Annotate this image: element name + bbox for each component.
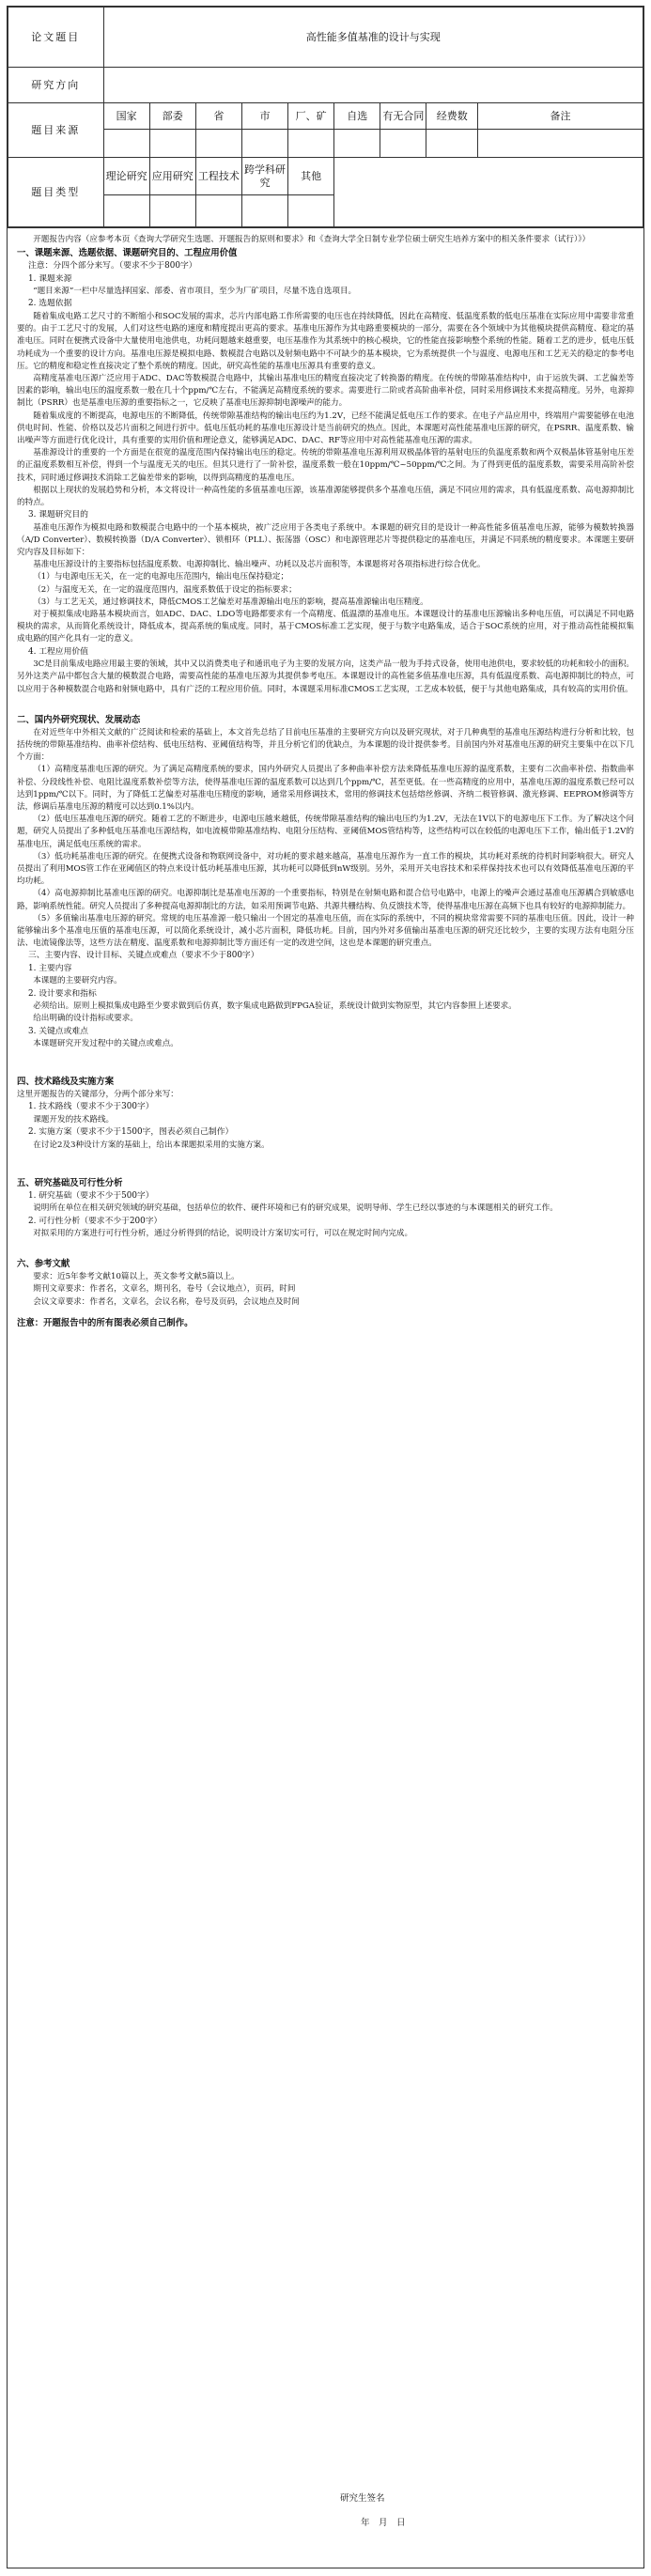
paragraph: （2）低电压基准电压源的研究。随着工艺的不断进步，电源电压越来越低，传统带隙基准结构的输出电压约为1.2V，无法在1V以下的电源电压下工作。为了解决这个问题，研究人员提出了多种低电压基准电压源结构，如电流模带隙基准结构、电阻分压结构、亚阈值MOS管结构等，这些结构可以在较低的电源电压下工作，输出低于1.2V的基准电压，满足低电压系统的需求。 <box>17 815 634 849</box>
type-cell[interactable] <box>241 195 287 227</box>
intro-text: 开题报告内容（应参考本页《查询大学研究生选题、开题报告的原则和要求》和《查询大学全日制专业学位硕士研究生培养方案中的相关条件要求（试行）》） <box>33 235 591 244</box>
paragraph: 本课题的主要研究内容。 <box>33 976 122 986</box>
sub-heading: 2. 设计要求和指标 <box>28 988 97 999</box>
signature-label: 研究生签名 <box>340 2493 385 2504</box>
source-cell[interactable] <box>334 130 380 158</box>
paragraph: 根据以上现状的发展趋势和分析，本文将设计一种高性能的多值基准电压源，该基准源能够提供多个基准电压值，满足不同应用的需求，具有低温度系数、高电源抑制比的特点。 <box>17 485 634 507</box>
source-cell[interactable] <box>195 130 241 158</box>
sub-heading: 2. 可行性分析（要求不少于200字） <box>28 1216 163 1226</box>
sub-heading: 2. 选题依据 <box>28 299 72 309</box>
sub-heading: 2. 实施方案（要求不少于1500字，图表必须自己制作） <box>28 1127 234 1138</box>
type-option: 理论研究 <box>103 158 149 195</box>
section-3-title: 三、主要内容、设计目标、关键点或难点（要求不少于800字） <box>28 951 259 961</box>
paragraph: “题目来源”一栏中尽量选择国家、部委、省市项目，至少为厂矿项目，尽量不选自选项目。 <box>33 287 357 297</box>
section-1-title: 一、课题来源、选题依据、课题研究目的、工程应用价值 <box>17 248 238 259</box>
report-content <box>8 227 643 2568</box>
paragraph: 给出明确的设计指标或要求。 <box>33 1014 138 1024</box>
list-item: （2）与温度无关，在一定的温度范围内，温度系数低于设定的指标要求； <box>33 584 297 595</box>
type-option: 其他 <box>288 158 334 195</box>
final-note: 注意：开题报告中的所有图表必须自己制作。 <box>17 1317 194 1328</box>
list-item: （3）与工艺无关，通过修调技术，降低CMOS工艺偏差对基准源输出电压的影响，提高基准源输出电压精度。 <box>33 597 428 607</box>
type-cell[interactable] <box>195 195 241 227</box>
paragraph: 3C是目前集成电路应用最主要的领域，其中又以消费类电子和通讯电子为主要的发展方向，这类产品一般为手持式设备，使用电池供电，要求较低的功耗和较小的面积。另外这类产品中都包含大量的模数混合电路，需要高性能的基准电压源为其提供参考电压。本课题设计的高性能多值基准电压源，具有低温度系数、高电源抑制比的特点，可以应用于各种模数混合电路和射频电路中，具有广泛的工程应用价值。同时，本课题采用标准CMOS工艺实现，工艺成本较低，便于与其他电路集成，具有较高的实用价值。 <box>17 660 634 694</box>
type-option: 应用研究 <box>149 158 195 195</box>
source-option: 市 <box>241 103 287 130</box>
paragraph: 高精度基准电压源广泛应用于ADC、DAC等数模混合电路中，其输出基准电压的精度直接决定了转换器的精度。在传统的带隙基准结构中，由于运放失调、工艺偏差等因素的影响，输出电压的温度系数一般在几十个ppm/℃左右，不能满足高精度系统的要求。需要进行二阶或者高阶曲率补偿，同时采用修调技术来提高精度。另外，电源抑制比（PSRR）也是基准电压源的重要指标之一，它反映了基准电压源抑制电源噪声的能力。 <box>17 373 634 409</box>
paragraph: 在对近些年中外相关文献的广泛阅读和检索的基础上，本文首先总结了目前电压基准的主要研究方向以及研究现状，对于几种典型的基准电压源结构进行分析和比较，包括传统的带隙基准结构、曲率补偿结构、低电压结构、亚阈值结构等，并且分析它们的优缺点，为本课题的设计提供参考。目前国内外对基准电压源的研究主要集中在以下几个方面： <box>17 727 634 763</box>
header-table <box>8 7 643 227</box>
sub-heading: 4. 工程应用价值 <box>28 646 88 657</box>
type-cell[interactable] <box>149 195 195 227</box>
source-cell[interactable] <box>478 130 643 158</box>
section-2-title: 二、国内外研究现状、发展动态 <box>17 714 141 725</box>
source-cell[interactable] <box>241 130 287 158</box>
section-4-title: 四、技术路线及实施方案 <box>17 1077 115 1088</box>
source-cell[interactable] <box>149 130 195 158</box>
source-label: 题目来源 <box>8 103 104 158</box>
paragraph: 要求：近5年参考文献10篇以上，英文参考文献5篇以上。 <box>33 1272 240 1282</box>
sub-heading: 1. 课题来源 <box>28 273 72 284</box>
source-option: 省 <box>195 103 241 130</box>
direction-value[interactable] <box>103 68 643 103</box>
sub-heading: 3. 关键点或难点 <box>28 1026 88 1036</box>
paragraph: 说明所在单位在相关研究领域的研究基础，包括单位的软件、硬件环境和已有的研究成果，说明导师、学生已经以事迹的与本课题相关的研究工作。 <box>33 1203 558 1214</box>
sub-heading: 3. 课题研究目的 <box>28 510 88 520</box>
paragraph: 期刊文章要求：作者名，文章名，期刊名，卷号（会议地点），页码，时间 <box>33 1284 296 1295</box>
paragraph: 课题开发的技术路线。 <box>33 1114 115 1125</box>
paragraph: 会议文章要求：作者名，文章名，会议名称，卷号及页码，会议地点及时间 <box>33 1296 300 1307</box>
type-cell[interactable] <box>288 195 334 227</box>
sub-heading: 1. 研究基础（要求不少于500字） <box>28 1190 154 1201</box>
type-option: 跨学科研究 <box>241 158 287 195</box>
direction-label: 研究方向 <box>8 68 104 103</box>
paragraph: 本课题研究开发过程中的关键点或难点。 <box>33 1039 178 1049</box>
source-option: 有无合同 <box>380 103 426 130</box>
list-item: （1）与电源电压无关，在一定的电源电压范围内，输出电压保持稳定； <box>33 572 289 582</box>
source-cell[interactable] <box>103 130 149 158</box>
paragraph: 基准电压源设计的主要指标包括温度系数、电源抑制比、输出噪声、功耗以及芯片面积等，本课题将对各项指标进行综合优化。 <box>33 560 486 570</box>
paragraph: 随着集成电路工艺尺寸的不断缩小和SOC发展的需求，芯片内部电路工作所需要的电压也在持续降低，因此在高精度、低温度系数的低电压基准在实际应用中需要非常重要的。由于工艺尺寸的发展，人们对这些电路的速度和精度提出更高的要求。基准电压源作为其电路重要模块的一部分，需要在各个领域中为其他模块提供高精度、稳定的基准电压。同时在便携式设备中大量使用电池供电，功耗问题越来越重要，电压基准作为其系统中的核心模块，它的性能直接影响整个系统的性能。随着工艺的进步，低电压低功耗成为一个重要的设计方向。基准电压源是模拟电路、数模混合电路以及射频电路中不可缺少的基本模块，它为系统提供一个与温度、电源电压和工艺无关的稳定的参考电压。它的精度和稳定性直接决定了整个系统的精度。因此，研究高性能的基准电压源具有重要的意义。 <box>17 311 634 371</box>
source-cell[interactable] <box>288 130 334 158</box>
type-blank <box>334 158 643 227</box>
topic-value[interactable]: 高性能多值基准的设计与实现 <box>103 8 643 68</box>
source-option: 国家 <box>103 103 149 130</box>
paragraph: 对拟采用的方案进行可行性分析，通过分析得到的结论，说明设计方案切实可行，可以在规定时间内完成。 <box>33 1229 413 1239</box>
signature-date: 年 月 日 <box>361 2518 406 2528</box>
source-option: 自选 <box>334 103 380 130</box>
source-option: 备注 <box>478 103 643 130</box>
type-cell[interactable] <box>103 195 149 227</box>
section-1-note: 注意：分四个部分来写。（要求不少于800字） <box>28 261 197 272</box>
report-form <box>7 6 644 2568</box>
paragraph: （3）低功耗基准电压源的研究。在便携式设备和物联网设备中，对功耗的要求越来越高，基准电压源作为一直工作的模块，其功耗对系统的待机时间影响很大。研究人员提出了利用MOS管工作在亚阈值区的特点来设计低功耗基准电压源，其功耗可以降低到nW级别。另外，采用开关电容技术和采样保持技术也可以有效降低基准电压源的平均功耗。 <box>17 851 634 887</box>
paragraph: 随着集成度的不断提高，电源电压的不断降低，传统带隙基准结构的输出电压约为1.2V，已经不能满足低电压工作的要求。在电子产品应用中，终端用户需要能够在电池供电时间、性能、价格以及芯片面积之间进行折中。低电压低功耗的基准电压源设计是当前研究的热点。因此，本课题对高性能基准电压源的研究，在PSRR、温度系数、输出噪声等方面进行优化设计，具有重要的实用价值和理论意义，能够满足ADC、DAC、RF等应用中对高性能基准电压源的需求。 <box>17 411 634 445</box>
type-option: 工程技术 <box>195 158 241 195</box>
paragraph: 在讨论2及3种设计方案的基础上，给出本课题拟采用的实施方案。 <box>33 1140 270 1150</box>
paragraph: 对于模拟集成电路基本模块而言，如ADC、DAC、LDO等电路都要求有一个高精度、低温漂的基准电压。本课题设计的基准电压源输出多种电压值，可以满足不同电路模块的需求，从而简化系统设计，降低成本，提高系统的集成度。同时，基于CMOS标准工艺实现，便于与数字电路集成，适合于SOC系统的应用，对于推动高性能模拟集成电路的国产化具有一定的意义。 <box>17 610 634 644</box>
source-option: 厂、矿 <box>288 103 334 130</box>
source-option: 部委 <box>149 103 195 130</box>
paragraph: 基准电压源作为模拟电路和数模混合电路中的一个基本模块，被广泛应用于各类电子系统中。本课题的研究目的是设计一种高性能多值基准电压源，能够为模数转换器（A/D Converter）、数模转换器（D/A Converter）、锁相环（PLL）、振荡器（OSC）和电源管理芯片等提供稳定的基准电压，并满足不同系统的精度要求。本课题主要研究内容及目标如下： <box>17 522 634 558</box>
section-5-title: 五、研究基础及可行性分析 <box>17 1177 123 1188</box>
sub-heading: 1. 主要内容 <box>28 963 72 973</box>
source-cell[interactable] <box>426 130 478 158</box>
paragraph: （5）多值输出基准电压源的研究。常规的电压基准源一般只输出一个固定的基准电压值，而在实际的系统中，不同的模块常常需要不同的基准电压值。因此，设计一种能够输出多个基准电压值的基准电压源，可以简化系统设计，减小芯片面积，降低功耗。目前，国内外对多值输出基准电压源的研究还比较少，主要的实现方法有电阻分压法、电流镜像法等，这些方法在精度、温度系数和电源抑制比等方面还有一定的改进空间，这也是本课题的研究重点。 <box>17 913 634 949</box>
paragraph: （1）高精度基准电压源的研究。为了满足高精度系统的要求，国内外研究人员提出了多种曲率补偿方法来降低基准电压源的温度系数，主要有二次曲率补偿、指数曲率补偿、分段线性补偿、电阻比温度系数补偿等方法，使得基准电压源的温度系数可以达到几个ppm/℃，甚至更低。在一些高精度的应用中，基准电压源的温度系数已经可以达到1ppm/℃以下。同时，为了降低工艺偏差对基准电压精度的影响，通常采用修调技术，常用的修调技术包括熔丝修调、齐纳二极管修调、激光修调、EEPROM修调等方法，修调后基准电压源的精度可以达到0.1%以内。 <box>17 765 634 813</box>
section-6-title: 六、参考文献 <box>17 1259 70 1270</box>
type-label: 题目类型 <box>8 158 104 227</box>
topic-label: 论文题目 <box>8 8 104 68</box>
sub-heading: 1. 技术路线（要求不少于300字） <box>28 1102 154 1112</box>
source-option: 经费数 <box>426 103 478 130</box>
section-4-note: 这里开题报告的关键部分，分两个部分来写： <box>17 1090 178 1100</box>
paragraph: 基准源设计的重要的一个方面是在很宽的温度范围内保持输出电压的稳定。传统的带隙基准电压源利用双极晶体管的基射电压的负温度系数和两个双极晶体管基射电压差的正温度系数相互补偿，得到一个与温度无关的电压。但其只进行了一阶补偿，温度系数一般在10ppm/℃~50ppm/℃之间。为了得到更低的温度系数，需要采用高阶补偿技术，同时通过修调技术消除工艺偏差带来的影响，以得到高精度的基准电压。 <box>17 448 634 483</box>
paragraph: 必须给出。原则上模拟集成电路至少要求做到后仿真，数字集成电路做到FPGA验证，系统设计做到实物原型，其它内容参照上述要求。 <box>33 1001 517 1012</box>
paragraph: （4）高电源抑制比基准电压源的研究。电源抑制比是基准电压源的一个重要指标，特别是在射频电路和混合信号电路中，电源上的噪声会通过基准电压源耦合到敏感电路，影响系统性能。研究人员提出了多种提高电源抑制比的方法，如采用预调节电路、共源共栅结构、负反馈技术等，使得基准电压源在高频下也具有较好的电源抑制能力。 <box>17 889 634 911</box>
source-cell[interactable] <box>380 130 426 158</box>
